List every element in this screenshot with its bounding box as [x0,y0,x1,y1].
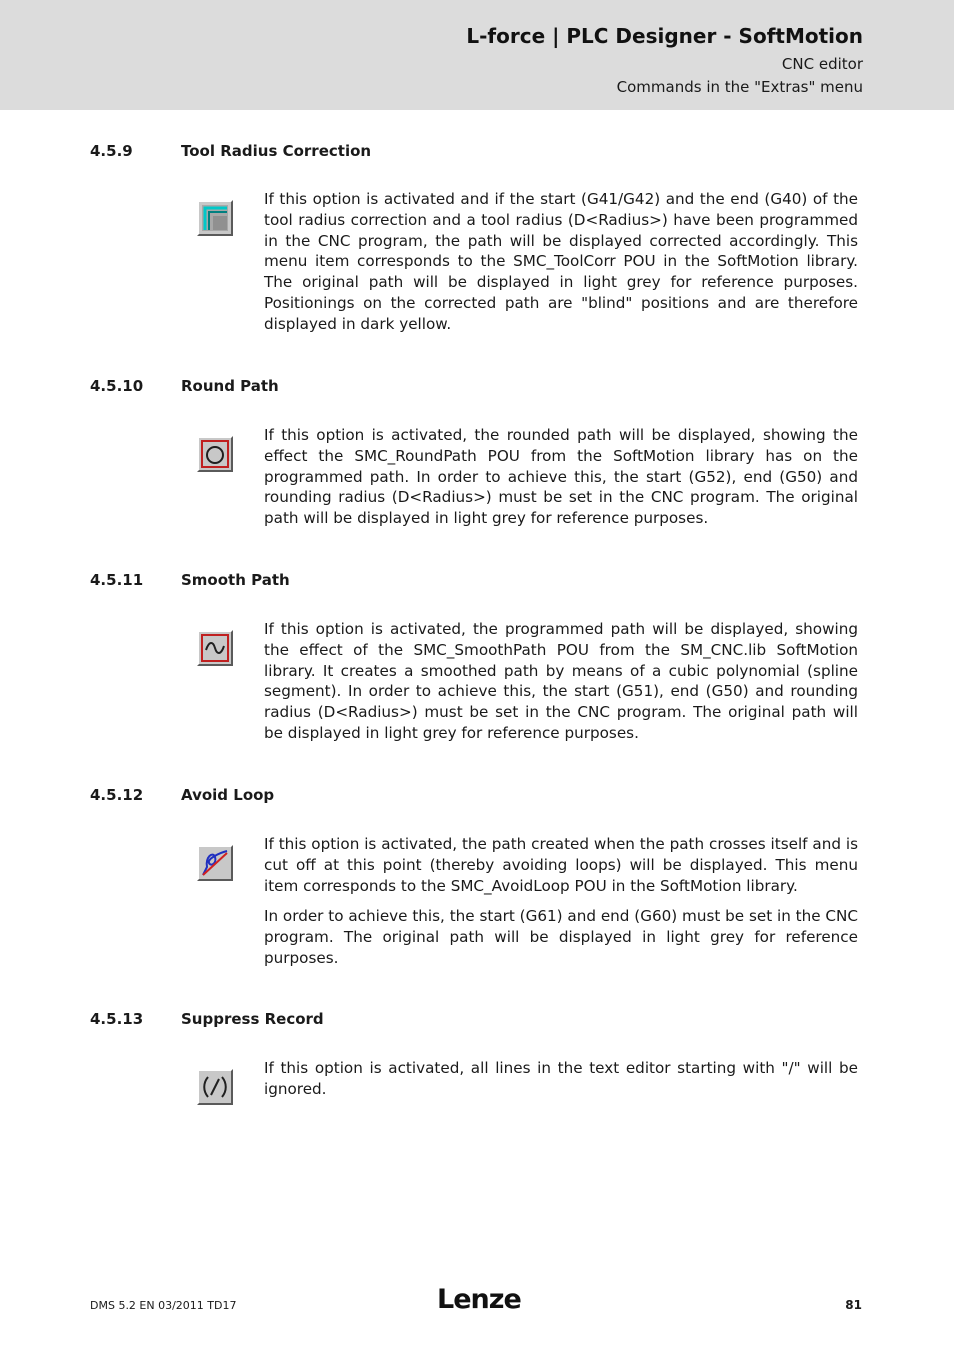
lenze-logo: Lenze [437,1284,521,1315]
page-header [0,0,954,110]
suppress-record-icon [197,1069,233,1105]
section-paragraph: If this option is activated, the rounded path will be displayed, showing the effect the SMC_RoundPath POU from the SoftMotion library has on the programmed path. In order to achieve this, the start (G52), end (G50) and rounding radius (D<Radius>) must be set in the CNC program. The original path will be displayed in light grey for reference purposes. [264,426,858,528]
document-id: DMS 5.2 EN 03/2011 TD17 [90,1299,237,1312]
section-number: 4.5.9 [90,142,133,160]
chapter-title: CNC editor [781,55,863,73]
section-heading: Avoid Loop [181,786,275,804]
section-number: 4.5.11 [90,571,144,589]
section-paragraph: If this option is activated, the path created when the path crosses itself and is cut off at this point (thereby avoiding loops) will be displayed. This menu item corresponds to the SMC_AvoidLoop POU in the SoftMotion library. [264,835,858,895]
smooth-path-icon [197,630,233,666]
section-paragraph: If this option is activated and if the start (G41/G42) and the end (G40) of the tool radius correction and a tool radius (D<Radius>) have been programmed in the CNC program, the path will be displayed corrected accordingly. This menu item corresponds to the SMC_ToolCorr POU in the SoftMotion library. The original path will be displayed in light grey for reference purposes. Positionings on the corrected path are "blind" positions and are therefore displayed in dark yellow. [264,190,858,333]
section-paragraph: In order to achieve this, the start (G61) and end (G60) must be set in the CNC program. The original path will be displayed in light grey for reference purposes. [264,907,859,967]
avoid-loop-icon [197,845,233,881]
section-heading: Tool Radius Correction [181,142,372,160]
section-heading: Smooth Path [181,571,290,589]
section-paragraph: If this option is activated, all lines in the text editor starting with "/" will be ignored. [264,1059,858,1098]
section-paragraph: If this option is activated, the programmed path will be displayed, showing the effect of the SMC_SmoothPath POU from the SM_CNC.lib SoftMotion library. It creates a smoothed path by means of a cubic polynomial (spline segment). In order to achieve this, the start (G51), end (G50) and rounding radius (D<Radius>) must be set in the CNC program. The original path will be displayed in light grey for reference purposes. [264,620,858,742]
section-heading: Round Path [181,377,279,395]
document-title: L-force | PLC Designer - SoftMotion [466,24,863,48]
page-number: 81 [845,1298,862,1312]
section-heading: Suppress Record [181,1010,324,1028]
section-title: Commands in the "Extras" menu [616,78,863,96]
section-number: 4.5.10 [90,377,144,395]
tool-radius-correction-icon [197,200,233,236]
section-number: 4.5.13 [90,1010,144,1028]
section-number: 4.5.12 [90,786,144,804]
round-path-icon [197,436,233,472]
